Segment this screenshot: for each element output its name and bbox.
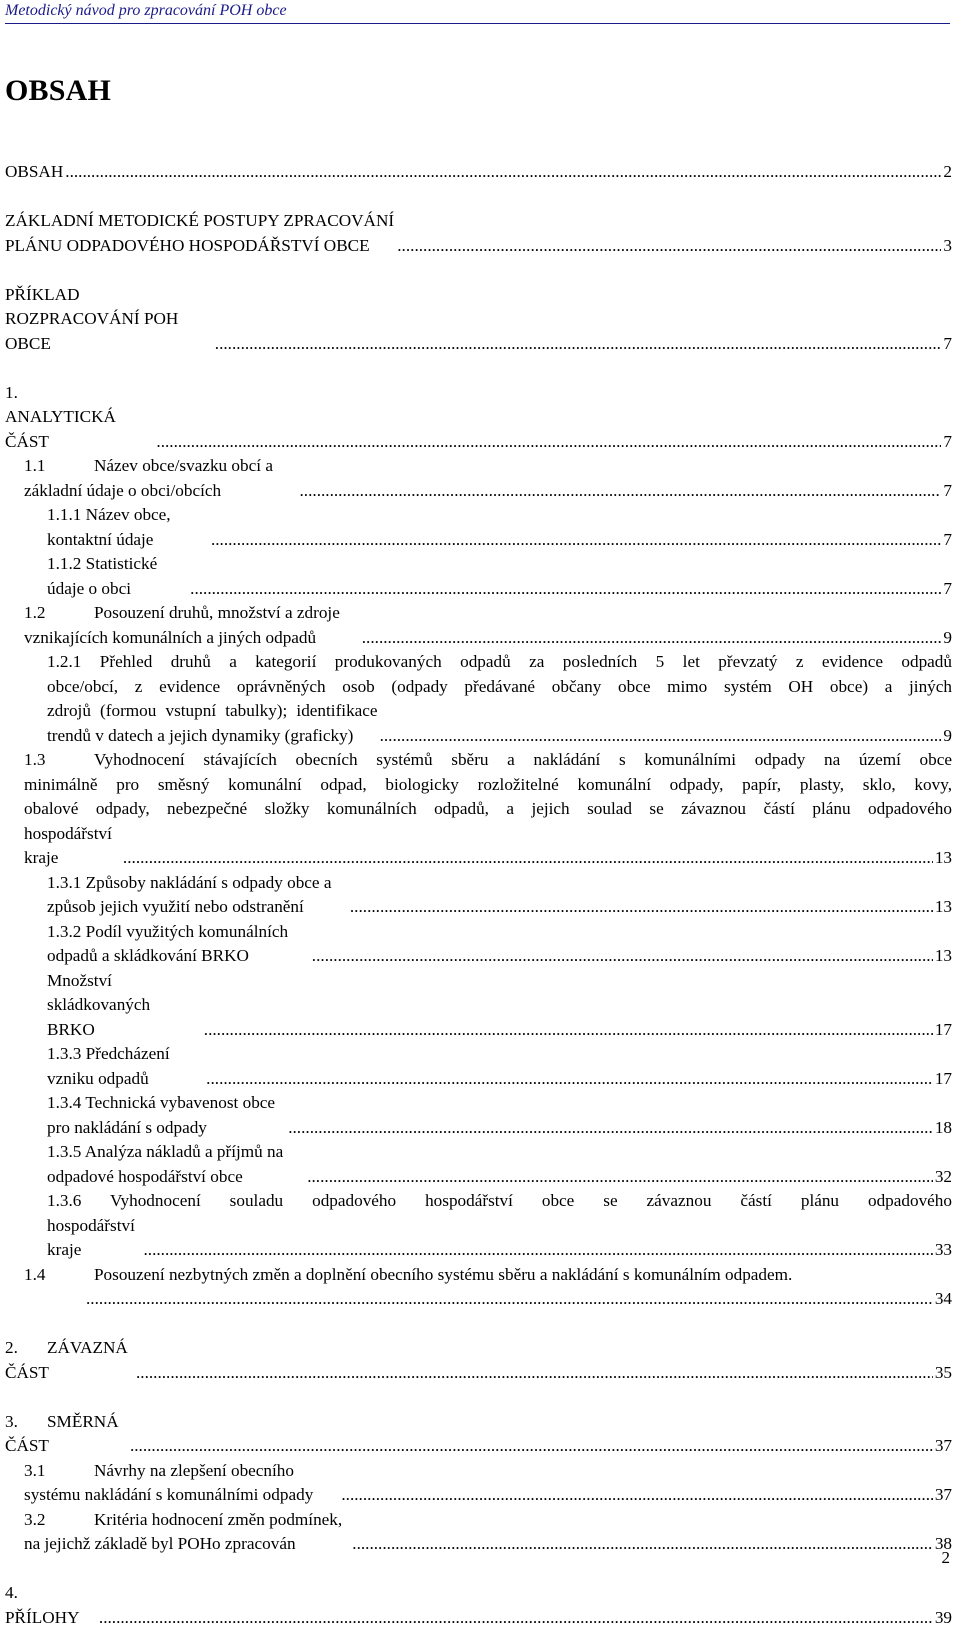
page-ref: 13 — [935, 846, 952, 871]
page-ref: 33 — [935, 1238, 952, 1263]
dot-leader — [143, 1238, 932, 1263]
page-ref: 7 — [943, 430, 952, 455]
page-ref: 9 — [943, 724, 952, 749]
page-ref: 18 — [935, 1116, 952, 1141]
toc-entry-analyticka-cast[interactable]: 1.ANALYTICKÁ ČÁST ..... 7 — [5, 381, 952, 455]
toc-entry-1-1[interactable]: 1.1 Název obce/svazku obcí a základní údaje o obci/obcích ..... 7 — [5, 454, 952, 503]
dot-leader — [312, 944, 933, 969]
table-of-contents — [5, 160, 952, 1630]
toc-entry-1-3-1[interactable]: 1.3.1 Způsoby nakládání s odpady obce a způsob jejich využití nebo odstranění ..... 13 — [5, 871, 952, 920]
dot-leader — [362, 626, 942, 651]
page-ref: 37 — [935, 1483, 952, 1508]
toc-entry-1-1-1[interactable]: 1.1.1 Název obce, kontaktní údaje ..... 7 — [5, 503, 952, 552]
dot-leader — [288, 1116, 933, 1141]
dot-leader — [380, 724, 942, 749]
toc-entry-1-3-5[interactable]: 1.3.5 Analýza nákladů a příjmů na odpadové hospodářství obce ..... 32 — [5, 1140, 952, 1189]
dot-leader — [300, 479, 942, 504]
toc-entry-1-3-2[interactable]: 1.3.2 Podíl využitých komunálních odpadů a skládkování BRKO ..... 13 — [5, 920, 952, 969]
page-ref: 34 — [935, 1287, 952, 1312]
page-ref: 37 — [935, 1434, 952, 1459]
toc-entry-1-2-1[interactable]: 1.2.1 Přehled druhů a kategorií produkovaných odpadů za posledních 5 let převzatý z evidence odpadů obce/obcí, z evidence oprávněných osob (odpady předávané občany obce mimo systém OH obce) a jiných zdrojů (formou vstupní tabulky); identifikace trendů v datech a jejich dynamiky (graficky) ..... 9 — [5, 650, 952, 748]
toc-entry-priklad[interactable]: PŘÍKLAD ROZPRACOVÁNÍ POH OBCE ..... 7 — [5, 283, 952, 357]
toc-entry-smerna-cast[interactable]: 3. SMĚRNÁ ČÁST ..... 37 — [5, 1410, 952, 1459]
page-ref: 7 — [943, 479, 952, 504]
dot-leader — [350, 895, 933, 920]
toc-entry-1-1-2[interactable]: 1.1.2 Statistické údaje o obci ..... 7 — [5, 552, 952, 601]
dot-leader — [123, 846, 933, 871]
toc-entry-1-3-6[interactable]: 1.3.6 Vyhodnocení souladu odpadového hospodářství obce se závaznou částí plánu odpadového hospodářství kraje ..... 33 — [5, 1189, 952, 1263]
page-ref: 13 — [935, 895, 952, 920]
page-ref: 38 — [935, 1532, 952, 1557]
page-ref: 13 — [935, 944, 952, 969]
dot-leader — [352, 1532, 933, 1557]
dot-leader — [341, 1483, 932, 1508]
page-ref: 17 — [935, 1018, 952, 1043]
page-ref: 7 — [943, 577, 952, 602]
dot-leader — [190, 577, 941, 602]
page-ref: 9 — [943, 626, 952, 651]
dot-leader — [130, 1434, 933, 1459]
page-ref: 32 — [935, 1165, 952, 1190]
toc-entry-3-1[interactable]: 3.1 Návrhy na zlepšení obecního systému nakládání s komunálními odpady ..... 37 — [5, 1459, 952, 1508]
dot-leader — [206, 1067, 933, 1092]
page-ref: 39 — [935, 1606, 952, 1630]
dot-leader — [86, 1287, 933, 1312]
toc-entry-1-2[interactable]: 1.2 Posouzení druhů, množství a zdroje vznikajících komunálních a jiných odpadů ..... 9 — [5, 601, 952, 650]
page-number: 2 — [942, 1548, 951, 1568]
dot-leader — [136, 1361, 933, 1386]
toc-entry-1-3[interactable]: 1.3 Vyhodnocení stávajících obecních systémů sběru a nakládání s komunálními odpady na území obce minimálně pro směsný komunální odpad, biologicky rozložitelné komunální odpady, papír, plasty, sklo, kovy, obalové odpady, nebezpečné složky komunálních odpadů, a jejich soulad se závaznou částí plánu odpadového hospodářství kraje ..... 13 — [5, 748, 952, 871]
dot-leader — [65, 160, 941, 185]
toc-entry-1-4[interactable]: 1.4 Posouzení nezbytných změn a doplnění obecního systému sběru a nakládání s komunálním odpadem. ..... 34 — [5, 1263, 952, 1312]
page-ref: 35 — [935, 1361, 952, 1386]
page-ref: 2 — [943, 160, 952, 185]
dot-leader — [204, 1018, 933, 1043]
running-header: Metodický návod pro zpracování POH obce — [5, 2, 950, 24]
toc-entry-3-2[interactable]: 3.2 Kritéria hodnocení změn podmínek, na jejichž základě byl POHo zpracován ..... 38 — [5, 1508, 952, 1557]
toc-entry-mnozstvi-brko[interactable]: Množství skládkovaných BRKO ..... 17 — [5, 969, 952, 1043]
page-ref: 7 — [943, 332, 952, 357]
page-ref: 7 — [943, 528, 952, 553]
page-ref: 3 — [943, 234, 952, 259]
toc-entry-zakladni-postupy[interactable]: ZÁKLADNÍ METODICKÉ POSTUPY ZPRACOVÁNÍ PLÁNU ODPADOVÉHO HOSPODÁŘSTVÍ OBCE ..... 3 — [5, 209, 952, 258]
dot-leader — [211, 528, 941, 553]
dot-leader — [307, 1165, 933, 1190]
dot-leader — [397, 234, 941, 259]
toc-entry-prilohy[interactable]: 4.PŘÍLOHY ..... 39 — [5, 1581, 952, 1630]
dot-leader — [156, 430, 941, 455]
toc-entry-1-3-4[interactable]: 1.3.4 Technická vybavenost obce pro nakládání s odpady ..... 18 — [5, 1091, 952, 1140]
dot-leader — [99, 1606, 933, 1630]
page-ref: 17 — [935, 1067, 952, 1092]
page-title: OBSAH — [5, 74, 111, 108]
toc-entry-1-3-3[interactable]: 1.3.3 Předcházení vzniku odpadů ..... 17 — [5, 1042, 952, 1091]
toc-entry-obsah[interactable]: OBSAH ..... 2 — [5, 160, 952, 185]
toc-entry-zavazna-cast[interactable]: 2. ZÁVAZNÁ ČÁST ..... 35 — [5, 1336, 952, 1385]
dot-leader — [215, 332, 942, 357]
